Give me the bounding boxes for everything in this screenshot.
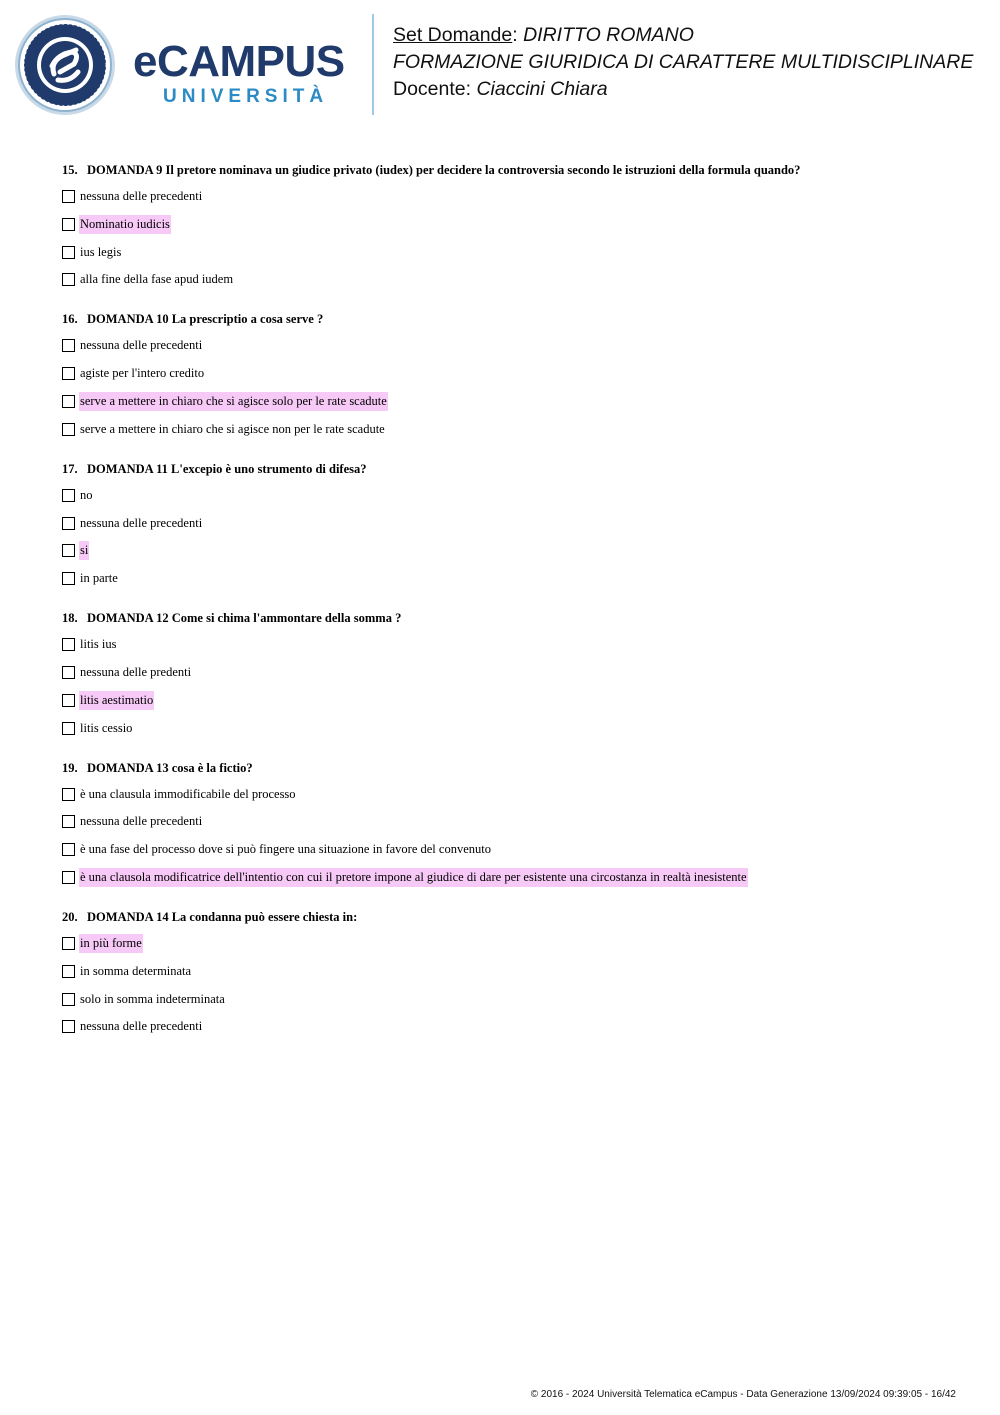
question-text: DOMANDA 10 La prescriptio a cosa serve ? [87, 312, 324, 327]
question-number: 18. [62, 611, 78, 626]
question-title [62, 460, 962, 478]
answer-checkbox[interactable] [62, 190, 75, 203]
question-text: DOMANDA 11 L'excepio è uno strumento di difesa? [87, 461, 367, 476]
question-number: 17. [62, 461, 78, 476]
answer-text: no [80, 487, 93, 502]
page-header [0, 0, 1000, 140]
answer-text: litis cessio [80, 720, 133, 735]
page-footer: © 2016 - 2024 Università Telematica eCampus - Data Generazione 13/09/2024 09:39:05 - 16/42 [530, 1389, 956, 1400]
question-block [62, 609, 962, 737]
answer-checkbox[interactable] [62, 218, 75, 231]
answer-checkbox[interactable] [62, 694, 75, 707]
question-number: 20. [62, 909, 78, 924]
teacher-label: Docente: [393, 78, 477, 100]
answer-checkbox[interactable] [62, 937, 75, 950]
answer-text: ius legis [80, 244, 122, 259]
question-title [62, 759, 962, 777]
answer-option[interactable] [62, 569, 962, 588]
question-block [62, 161, 962, 289]
set-label: Set Domande [393, 24, 513, 46]
answer-checkbox[interactable] [62, 965, 75, 978]
answer-checkbox[interactable] [62, 843, 75, 856]
question-text: DOMANDA 9 Il pretore nominava un giudice privato (iudex) per decidere la controversia secondo le istruzioni della formula quando? [87, 163, 801, 177]
answer-option[interactable] [62, 719, 962, 738]
answer-checkbox[interactable] [62, 423, 75, 436]
correct-answer-text: è una clausola modificatrice dell'intentio con cui il pretore impone al giudice di dare per esistente una circostanza in realtà inesistente [79, 868, 748, 887]
question-text: DOMANDA 12 Come si chima l'ammontare della somma ? [87, 611, 402, 626]
correct-answer-text: si [79, 541, 89, 560]
question-number: 15. [62, 163, 78, 177]
question-number: 16. [62, 312, 78, 327]
question-block [62, 908, 962, 1036]
answer-text: nessuna delle precedenti [80, 189, 203, 203]
answer-checkbox[interactable] [62, 246, 75, 259]
answer-checkbox[interactable] [62, 339, 75, 352]
answer-option[interactable] [62, 514, 962, 533]
answer-text: nessuna delle precedenti [80, 1019, 203, 1034]
answer-checkbox[interactable] [62, 489, 75, 502]
answer-checkbox[interactable] [62, 871, 75, 884]
answer-text: serve a mettere in chiaro che si agisce non per le rate scadute [80, 421, 385, 436]
course-title: FORMAZIONE GIURIDICA DI CARATTERE MULTIDISCIPLINARE [393, 51, 974, 73]
question-block [62, 460, 962, 588]
header-course-line [393, 49, 973, 76]
answer-option[interactable] [62, 934, 962, 953]
answer-option[interactable] [62, 364, 962, 383]
header-teacher-line [393, 76, 973, 103]
answer-option[interactable] [62, 215, 962, 234]
answer-option[interactable] [62, 420, 962, 439]
question-list [62, 161, 962, 1057]
answer-option[interactable] [62, 691, 962, 710]
answer-option[interactable] [62, 812, 962, 831]
teacher-name: Ciaccini Chiara [476, 78, 608, 100]
header-divider [372, 14, 374, 115]
correct-answer-text: Nominatio iudicis [79, 215, 171, 234]
answer-text: nessuna delle precedenti [80, 814, 203, 829]
answer-checkbox[interactable] [62, 788, 75, 801]
answer-option[interactable] [62, 336, 962, 355]
answer-text: è una clausula immodificabile del processo [80, 786, 296, 801]
subject-title: DIRITTO ROMANO [523, 24, 694, 46]
answer-text: nessuna delle precedenti [80, 515, 203, 530]
answer-checkbox[interactable] [62, 544, 75, 557]
answer-text: litis ius [80, 637, 117, 652]
question-title [62, 161, 962, 179]
correct-answer-text: litis aestimatio [79, 691, 154, 710]
question-title [62, 310, 962, 328]
answer-text: in parte [80, 571, 118, 586]
correct-answer-text: serve a mettere in chiaro che si agisce solo per le rate scadute [79, 392, 388, 411]
logo-subtitle-text: UNIVERSITÀ [163, 86, 329, 107]
question-title [62, 609, 962, 627]
answer-text: agiste per l'intero credito [80, 366, 205, 381]
answer-checkbox[interactable] [62, 722, 75, 735]
answer-option[interactable] [62, 635, 962, 654]
answer-option[interactable] [62, 840, 962, 859]
answer-text: nessuna delle predenti [80, 664, 192, 679]
answer-text: alla fine della fase apud iudem [80, 272, 234, 287]
set-separator: : [512, 24, 524, 46]
answer-checkbox[interactable] [62, 638, 75, 651]
header-info [393, 22, 973, 103]
answer-option[interactable] [62, 243, 962, 262]
answer-checkbox[interactable] [62, 815, 75, 828]
answer-option[interactable] [62, 663, 962, 682]
answer-option[interactable] [62, 187, 962, 206]
logo-wordmark-text: eCAMPUS [133, 37, 345, 86]
answer-option[interactable] [62, 270, 962, 289]
answer-checkbox[interactable] [62, 273, 75, 286]
question-title [62, 908, 962, 926]
answer-text: in somma determinata [80, 963, 192, 978]
answer-text: nessuna delle precedenti [80, 338, 203, 353]
answer-option[interactable] [62, 962, 962, 981]
answer-checkbox[interactable] [62, 666, 75, 679]
answer-option[interactable] [62, 990, 962, 1009]
header-subject-line [393, 22, 973, 49]
answer-option[interactable] [62, 541, 962, 560]
answer-option[interactable] [62, 486, 962, 505]
answer-option[interactable] [62, 785, 962, 804]
question-number: 19. [62, 760, 78, 775]
question-text: DOMANDA 14 La condanna può essere chiesta in: [87, 909, 358, 924]
correct-answer-text: in più forme [79, 934, 143, 953]
question-block [62, 310, 962, 438]
answer-option[interactable] [62, 392, 962, 411]
answer-option[interactable] [62, 868, 962, 887]
ecampus-wordmark [133, 38, 358, 114]
answer-checkbox[interactable] [62, 517, 75, 530]
answer-checkbox[interactable] [62, 367, 75, 380]
answer-checkbox[interactable] [62, 993, 75, 1006]
answer-checkbox[interactable] [62, 395, 75, 408]
answer-text: è una fase del processo dove si può fingere una situazione in favore del convenuto [80, 842, 491, 857]
answer-option[interactable] [62, 1017, 962, 1036]
question-text: DOMANDA 13 cosa è la fictio? [87, 760, 253, 775]
answer-text: solo in somma indeterminata [80, 991, 225, 1006]
question-block [62, 759, 962, 887]
ecampus-seal-logo [14, 14, 116, 116]
answer-checkbox[interactable] [62, 1020, 75, 1033]
answer-checkbox[interactable] [62, 572, 75, 585]
